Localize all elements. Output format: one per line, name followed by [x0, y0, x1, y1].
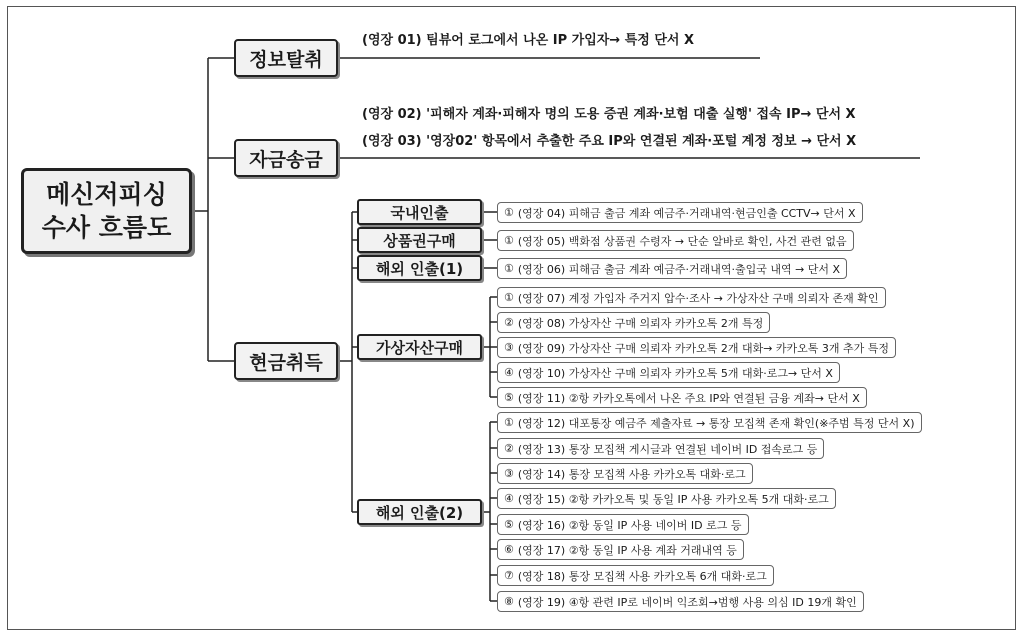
branch-overseas-withdrawal-1 [357, 255, 482, 281]
item-text: (영장 18) 통장 모집책 사용 카카오톡 6개 대화·로그 [517, 569, 767, 583]
item-text: (영장 10) 가상자산 구매 의뢰자 카카오톡 5개 대화·로그→ 단서 X [517, 366, 833, 380]
warrant-item [497, 202, 863, 223]
warrant-item [497, 387, 867, 408]
item-text: (영장 04) 피해금 출금 계좌 예금주·거래내역·현금인출 CCTV→ 단서 X [517, 206, 856, 220]
item-text: (영장 14) 통장 모집책 사용 카카오톡 대화·로그 [517, 467, 746, 481]
warrant-item [497, 362, 840, 383]
item-number: ① [504, 206, 514, 219]
item-text: (영장 11) ②항 카카오톡에서 나온 주요 IP와 연결된 금융 계좌→ 단서 X [517, 391, 860, 405]
item-number: ⑦ [504, 569, 514, 582]
stage-fund-transfer [234, 139, 338, 177]
item-text: (영장 12) 대포통장 예금주 제출자료 → 통장 모집책 존재 확인(※주범 특정 단서 X) [517, 416, 915, 430]
item-text: (영장 19) ④항 관련 IP로 네이버 익조회→범행 사용 의심 ID 19개 확인 [517, 595, 857, 609]
item-number: ③ [504, 467, 514, 480]
item-number: ④ [504, 366, 514, 379]
item-number: ① [504, 262, 514, 275]
item-text: (영장 09) 가상자산 구매 의뢰자 카카오톡 2개 대화→ 카카오톡 3개 추가 특정 [517, 341, 890, 355]
item-number: ① [504, 291, 514, 304]
warrant-item [497, 258, 847, 279]
branch-label: 해외 인출(2) [375, 503, 464, 522]
branch-overseas-withdrawal-2 [357, 499, 482, 525]
stage-cash-acquisition [234, 342, 338, 380]
warrant-note: (영장 03) '영장02' 항목에서 추출한 주요 IP와 연결된 계좌·포털 계정 정보 → 단서 X [362, 134, 857, 149]
item-number: ⑧ [504, 595, 514, 608]
stage-label: 정보탈취 [249, 48, 323, 71]
root-title-line1: 메신저피싱 [46, 180, 167, 209]
item-text: (영장 08) 가상자산 구매 의뢰자 카카오톡 2개 특정 [517, 316, 764, 330]
item-text: (영장 13) 통장 모집책 게시글과 연결된 네이버 ID 접속로그 등 [517, 442, 818, 456]
branch-gift-card-purchase [357, 227, 482, 253]
stage-label: 현금취득 [249, 351, 323, 374]
stage-info-theft [234, 39, 338, 77]
stage-label: 자금송금 [249, 148, 323, 171]
warrant-item [497, 591, 864, 612]
branch-domestic-withdrawal [357, 199, 482, 225]
item-text: (영장 07) 계정 가입자 주거지 압수·조사 → 가상자산 구매 의뢰자 존재 확인 [517, 291, 879, 305]
branch-label: 가상자산구매 [376, 338, 463, 357]
item-text: (영장 17) ②항 동일 IP 사용 계좌 거래내역 등 [517, 543, 737, 557]
item-number: ① [504, 416, 514, 429]
item-number: ② [504, 442, 514, 455]
warrant-item [497, 463, 753, 484]
branch-crypto-purchase [357, 334, 482, 360]
warrant-item [497, 230, 854, 251]
warrant-note: (영장 01) 팀뷰어 로그에서 나온 IP 가입자→ 특정 단서 X [362, 33, 695, 48]
branch-label: 상품권구매 [383, 231, 456, 250]
item-text: (영장 05) 백화점 상품권 수령자 → 단순 알바로 확인, 사건 관련 없음 [517, 234, 847, 248]
warrant-item [497, 287, 886, 308]
branch-label: 국내인출 [390, 203, 449, 222]
item-number: ① [504, 234, 514, 247]
root-title-line2: 수사 흐름도 [41, 213, 172, 242]
warrant-item [497, 438, 824, 459]
warrant-note: (영장 02) '피해자 계좌·피해자 명의 도용 증권 계좌·보험 대출 실행' 접속 IP→ 단서 X [362, 107, 856, 122]
warrant-item [497, 337, 896, 358]
item-number: ⑥ [504, 543, 514, 556]
item-number: ④ [504, 492, 514, 505]
item-number: ② [504, 316, 514, 329]
branch-label: 해외 인출(1) [375, 259, 464, 278]
item-text: (영장 15) ②항 카카오톡 및 동일 IP 사용 카카오톡 5개 대화·로그 [517, 492, 829, 506]
warrant-item [497, 412, 922, 433]
item-number: ⑤ [504, 391, 514, 404]
warrant-item [497, 514, 749, 535]
item-text: (영장 16) ②항 동일 IP 사용 네이버 ID 로그 등 [517, 518, 742, 532]
warrant-item [497, 539, 744, 560]
item-number: ③ [504, 341, 514, 354]
item-number: ⑤ [504, 518, 514, 531]
root-node [21, 168, 192, 254]
warrant-item [497, 312, 770, 333]
warrant-item [497, 565, 774, 586]
item-text: (영장 06) 피해금 출금 계좌 예금주·거래내역·출입국 내역 → 단서 X [517, 262, 841, 276]
warrant-item [497, 488, 836, 509]
